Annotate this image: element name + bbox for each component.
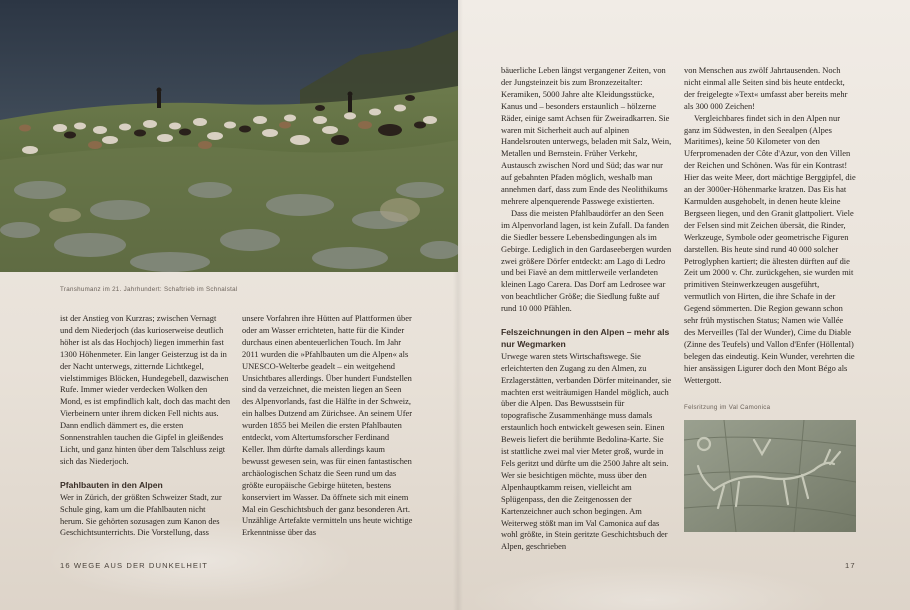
- paragraph: Vergleichbares findet sich in den Alpen nur ganz im Südwesten, in den Seealpen (Alpes Maritimes), keine 50 Kilometer von den Uferpromenaden der Côte d'Azur, von den Villen der Reichen und Schönen. Was für ein Kontrast! Hier das weite Meer, dort mächtige Berggipfel, die an der 3000er-Höhenmarke kratzen. Das Eis hat Karmulden ausgehobelt, in denen heute kleine Bergseen liegen, und den Granit glattpoliert. Viele der Felsen sind mit Zeichen übersät, die Rinder, Werkzeuge, Symbole oder geometrische Figuren darstellen. Bis heute sind rund 40 000 solcher Petroglyphen kartiert; die ältesten dürften auf die Zeit um 2000 v. Chr. zurückgehen, sie wurden mit primitiven Steinwerkzeugen ausgeführt, vermutlich von Hirten, die ihre Schafe in der Gegend sömmerten. Die Region gewann schon sehr früh mystischen Status; Namen wie Vallée des Merveilles (Tal der Wunder), Cime du Diable (Zinne des Teufels) und Vallon d'Enfer (Höllental) belegen das eindeutig. Kein Wunder, verehrten die hier ansässigen Ligurer doch den Mont Bégo als Wettergott.: [684, 112, 856, 385]
- folio-left: 16 WEGE AUS DER DUNKELHEIT: [60, 561, 209, 570]
- paragraph: ist der Anstieg von Kurzras; zwischen Vernagt und dem Niederjoch (das kurioserweise deutlich höher ist als das Hochjoch) liegen immerhin fast 1300 Höhenmeter. Ein langer Geisterzug ist da in der Nacht unterwegs, zitternde Lichtkegel, vielstimmiges Blöcken, Hundegebell, dazwischen Rufe. Immer wieder verdecken Wolken den Mond, es ist empfindlich kalt, doch das macht den Vierbeinern unter ihrem dicken Fell nichts aus. Dann endlich dämmert es, die ersten Sonnenstrahlen tauchen die Gipfel in gleißendes Licht, und ganz hinten über dem Talschluss zeigt sich das Niederjoch.: [60, 313, 231, 466]
- text-column-3: [501, 65, 672, 553]
- sheep-drive-photo-image: [0, 0, 458, 272]
- rock-carving-caption: Felsritzung im Val Camonica: [684, 404, 771, 411]
- paragraph: bäuerliche Leben längst vergangener Zeiten, von der Jungsteinzeit bis zum Bronzezeitalter: Keramiken, 5000 Jahre alte Kleidungsstücke, Kanus und – besonders erstaunlich – hölzerne Räder, einige samt Achsen für Zweiradkarren. Sie waren mit Sicherheit auch auf alpinen Handelsrouten unterwegs, beladen mit Salz, Wein, Metallen und Bernstein. Früher Verkehr, Austausch zwischen Nord und Süd; das war nur auf gebahnten Pfaden möglich, weshalb man annehmen darf, dass zum Ende des Neolithikums mehrere alpenquerende Passwege existierten.: [501, 65, 672, 206]
- section-heading-pfahlbauten: Pfahlbauten in den Alpen: [60, 479, 163, 490]
- paragraph: unsere Vorfahren ihre Hütten auf Plattformen über oder am Wasser errichteten, hatte für die Kinder durchaus einen abenteuerlichen Touch. Im Jahr 2011 wurden die »Pfahlbauten um die Alpen« als UNESCO-Welterbe geadelt – ein weitgehend Unsichtbares allerdings. Über hundert Fundstellen sind da verzeichnet, die meisten liegen an Seen des Alpenvorlands, fast die Hälfte in der Schweiz, ein halbes Dutzend am Zürichsee. An seinem Ufer wurden 1855 bei Meilen die ersten Pfahlbauten entdeckt, vom Altertumsforscher Ferdinand Keller. Ihm dürfte damals allerdings kaum bewusst gewesen sein, was für einen fantastischen archäologischen Schatz die Seen rund um das größte europäische Gebirge hüteten, bestens konserviert im Wasser. Da öffnete sich mit einem Mal ein Geschichtsbuch der ganz besonderen Art. Unzählige Artefakte vermitteln uns heute wichtige Erkenntnisse über das: [242, 313, 413, 538]
- photo-caption: Transhumanz im 21. Jahrhundert: Schaftrieb im Schnalstal: [60, 286, 238, 293]
- section-heading-felszeichnungen: Felszeichnungen in den Alpen – mehr als nur Wegmarken: [501, 327, 670, 349]
- spacer: [60, 468, 231, 480]
- rock-carving-photo: [684, 420, 856, 532]
- sheep-drive-photo: [0, 0, 458, 272]
- rock-carving-image: [684, 420, 856, 532]
- paragraph: Wer in Zürich, der größten Schweizer Stadt, zur Schule ging, kam um die Pfahlbauten nicht herum. Sie gehörten sozusagen zum Kanon des Geschichtsunterrichts. Die Vorstellung, dass: [60, 491, 222, 538]
- paragraph: Dass die meisten Pfahlbaudörfer an den Seen im Alpenvorland lagen, ist kein Zufall. Da fanden die Siedler bessere Lebensbedingungen als im Gebirge. Lediglich in den Gardaseebergen wurden zwei größere Dörfer entdeckt: am Lago di Ledro und bei Fiavè an dem mittlerweile verlandeten kleinen Lago Carera. Das Dorf am Ledrosee war von beachtlicher Größe; die Siedlung fußte auf rund 10 000 Pfählen.: [501, 207, 672, 314]
- spacer: [501, 315, 672, 327]
- text-column-4: [684, 65, 856, 395]
- folio-right: 17: [845, 561, 856, 570]
- paragraph: Urwege waren stets Wirtschaftswege. Sie erleichterten den Zugang zu den Almen, zu Erzlagerstätten, verbanden Dörfer miteinander, sie machten erst weiträumigen Handel möglich, auch über die Alpen. Das Bewusstsein für topografische Zusammenhänge muss damals erstaunlich hoch entwickelt gewesen sein. Einen Beweis liefert die berühmte Bedolina-Karte. Sie ist stattliche zwei mal vier Meter groß, wurde in Fels geritzt und dürfte um die 2500 Jahre alt sein. Wer sie besichtigen möchte, muss über den Alpenhauptkamm reisen, vielleicht am Splügenpass, den die Zeitgenossen der Kartenzeichner auch schon begingen. Am Weiterweg stößt man im Val Camonica auf das wohl größte, in Stein geritzte Geschichtsbuch der Alpen, geschrieben: [501, 350, 672, 552]
- text-column-1: [60, 313, 231, 553]
- text-column-2: [242, 313, 413, 553]
- paragraph: von Menschen aus zwölf Jahrtausenden. Noch nicht einmal alle Seiten sind bis heute entdeckt, der freigelegte »Text« umfasst aber bereits mehr als 300 000 Zeichen!: [684, 65, 848, 111]
